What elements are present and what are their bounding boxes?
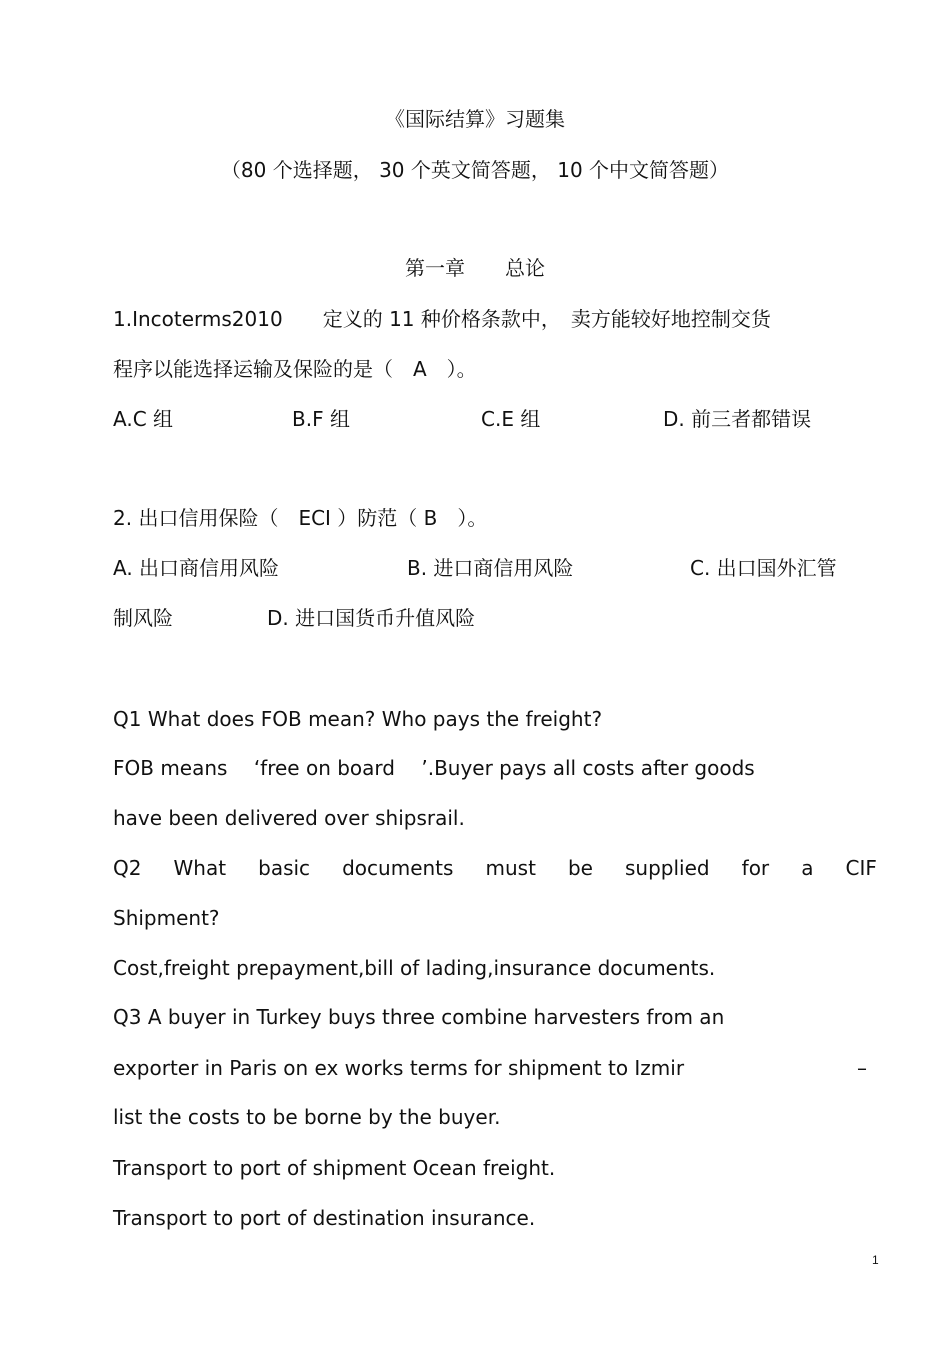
eq3-answer-line-2: Transport to port of destination insurance.	[113, 1206, 536, 1230]
document-title: 《国际结算》习题集	[385, 107, 565, 131]
eq3-line-2-text: exporter in Paris on ex works terms for shipment to Izmir	[113, 1056, 685, 1080]
chapter-heading: 第一章 总论	[405, 256, 545, 280]
q1-option-b: B.F 组	[292, 407, 350, 431]
q2-options-row-1	[113, 553, 877, 583]
q1-option-d: D. 前三者都错误	[663, 407, 812, 431]
q2-option-c: C. 出口国外汇管	[690, 556, 837, 580]
document-subtitle: （80 个选择题， 30 个英文简答题， 10 个中文简答题）	[220, 158, 730, 182]
eq3-answer-line-1: Transport to port of shipment Ocean freight.	[113, 1156, 556, 1180]
q1-line-2: 程序以能选择运输及保险的是（ A ）。	[113, 357, 477, 381]
q1-options	[113, 404, 877, 434]
eq2-word: documents	[342, 856, 454, 880]
eq2-word: CIF	[845, 856, 877, 880]
eq2-word: What	[173, 856, 227, 880]
eq3-question-line-1: Q3 A buyer in Turkey buys three combine harvesters from an	[113, 1005, 725, 1029]
q2-option-b: B. 进口商信用风险	[407, 556, 574, 580]
eq2-word: be	[567, 856, 593, 880]
q2-options-row-2	[113, 603, 877, 633]
eq1-answer-line-2: have been delivered over shipsrail.	[113, 806, 465, 830]
eq3-line-2-dash: –	[857, 1056, 867, 1080]
q2-line-1: 2. 出口信用保险（ ECI ）防范（ B ）。	[113, 506, 488, 530]
page-number: 1	[872, 1253, 879, 1267]
q2-option-d: D. 进口国货币升值风险	[267, 606, 476, 630]
q1-option-c: C.E 组	[481, 407, 541, 431]
eq2-word: must	[485, 856, 536, 880]
q2-option-c-cont: 制风险	[113, 606, 173, 630]
eq2-question-line-2: Shipment?	[113, 906, 220, 930]
eq2-word: Q2	[113, 856, 142, 880]
eq3-question-line-3: list the costs to be borne by the buyer.	[113, 1105, 501, 1129]
eq3-question-line-2	[113, 1053, 877, 1083]
eq2-word: basic	[258, 856, 311, 880]
q1-option-a: A.C 组	[113, 407, 174, 431]
eq2-word: for	[741, 856, 770, 880]
eq1-answer-line-1: FOB means ‘free on board ’.Buyer pays all costs after goods	[113, 756, 755, 780]
eq2-word: a	[801, 856, 814, 880]
eq1-question: Q1 What does FOB mean? Who pays the freight?	[113, 707, 603, 731]
eq2-word: supplied	[625, 856, 710, 880]
q1-line-1: 1.Incoterms2010 定义的 11 种价格条款中， 卖方能较好地控制交货	[113, 307, 771, 331]
q2-option-a: A. 出口商信用风险	[113, 556, 280, 580]
eq2-answer: Cost,freight prepayment,bill of lading,insurance documents.	[113, 956, 716, 980]
eq2-question-line-1	[113, 853, 877, 883]
